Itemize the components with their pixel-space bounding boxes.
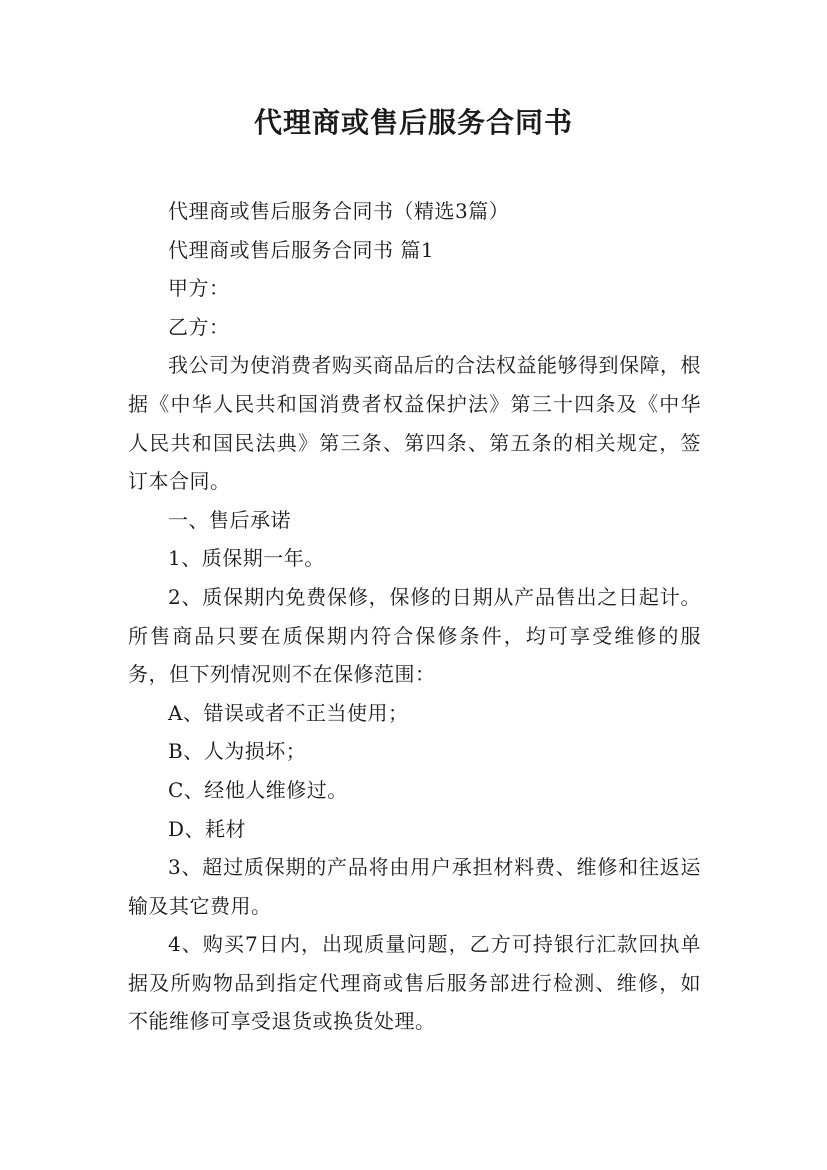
paragraph-intro: 代理商或售后服务合同书（精选3篇） xyxy=(168,199,510,223)
paragraph-item-d: D、耗材 xyxy=(168,816,247,841)
document-body xyxy=(128,192,701,1041)
paragraph-clause-1: 1、质保期一年。 xyxy=(168,546,325,571)
paragraph-clause-2: 2、质保期内免费保修，保修的日期从产品售出之日起计。所售商品只要在质保期内符合保修条件，均可享受维修的服务，但下列情况则不在保修范围： xyxy=(128,584,701,687)
paragraph-clause-3: 3、超过质保期的产品将由用户承担材料费、维修和往返运输及其它费用。 xyxy=(128,855,701,918)
paragraph-item-b: B、人为损坏； xyxy=(168,739,307,764)
paragraph-clause-4: 4、购买7日内，出现质量问题，乙方可持银行汇款回执单据及所购物品到指定代理商或售后服务部进行检测、维修，如不能维修可享受退货或换货处理。 xyxy=(128,932,701,1034)
document-title: 代理商或售后服务合同书 xyxy=(253,106,573,139)
paragraph-item-a: A、错误或者不正当使用； xyxy=(168,700,409,725)
paragraph-section-1: 一、售后承诺 xyxy=(168,507,291,532)
paragraph-part-heading: 代理商或售后服务合同书 篇1 xyxy=(168,237,435,262)
paragraph-item-c: C、经他人维修过。 xyxy=(168,777,348,802)
paragraph-party-a: 甲方： xyxy=(168,276,230,301)
paragraph-preamble: 我公司为使消费者购买商品后的合法权益能够得到保障，根据《中华人民共和国消费者权益保护法》第三十四条及《中华人民共和国民法典》第三条、第四条、第五条的相关规定，签订本合同。 xyxy=(128,353,701,494)
paragraph-party-b: 乙方： xyxy=(168,314,230,339)
